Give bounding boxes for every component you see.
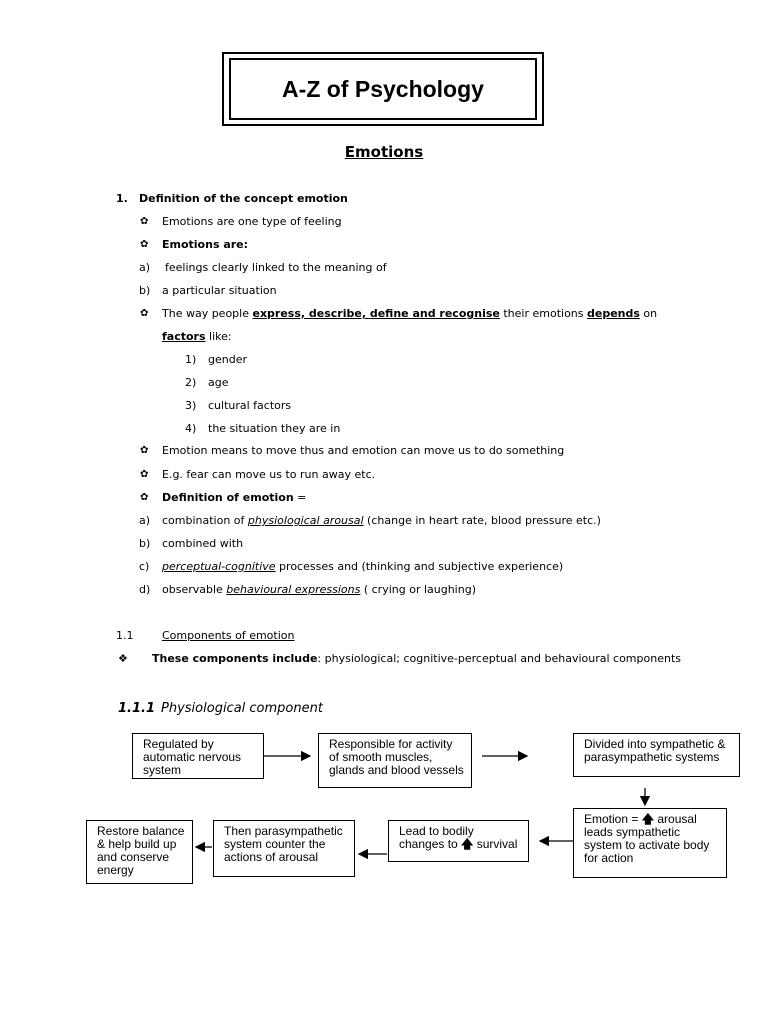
flow-box-bodily-changes: Lead to bodily changes to 🡅 survival [388,820,529,862]
bullet-icon: ✿ [140,445,149,456]
flow-box-restore-balance: Restore balance & help build up and conserve energy [86,820,193,884]
factor-number: 1) [185,353,197,366]
definition-c: perceptual-cognitive processes and (thinking and subjective experience) [162,560,564,573]
up-arrow-icon: 🡅 [641,812,655,826]
factor-number: 2) [185,376,197,389]
bullet-text: Emotions are: [162,238,249,251]
components-text: These components include: physiological; cognitive-perceptual and behavioural components [152,652,681,665]
section-1-1-1-heading: 1.1.1 Physiological component [118,701,323,716]
section-1-number: 1. [116,192,128,205]
factor-text: gender [208,353,247,366]
bullet-text-definition: Definition of emotion = [162,491,307,504]
section-1-heading: Definition of the concept emotion [139,192,348,205]
flow-box-emotion-arousal: Emotion = 🡅 arousal leads sympathetic system to activate body for action [573,808,727,878]
list-marker: c) [139,560,150,573]
list-marker: b) [139,284,151,297]
list-marker: a) [139,261,151,274]
bullet-text-way-people: The way people express, describe, define and recognise their emotions depends on [162,307,658,320]
flow-box-divided: Divided into sympathetic & parasympathetic systems [573,733,740,777]
diamond-bullet-icon: ❖ [118,652,128,665]
bullet-text: E.g. fear can move us to run away etc. [162,468,376,481]
flow-box-responsible: Responsible for activity of smooth muscles, glands and blood vessels [318,733,472,788]
bullet-icon: ✿ [140,469,149,480]
factor-text: age [208,376,229,389]
list-item-text: feelings clearly linked to the meaning of [165,261,387,274]
factor-number: 3) [185,399,197,412]
section-1-1-heading: Components of emotion [162,629,295,642]
bullet-icon: ✿ [140,308,149,319]
factors-line: factors like: [162,330,232,343]
bullet-icon: ✿ [140,216,149,227]
section-heading-emotions: Emotions [344,143,424,161]
factor-text: cultural factors [208,399,292,412]
bullet-text: Emotions are one type of feeling [162,215,342,228]
page-title: A-Z of Psychology [229,58,537,120]
bullet-icon: ✿ [140,239,149,250]
flow-box-parasympathetic: Then parasympathetic system counter the actions of arousal [213,820,355,877]
flow-box-regulated: Regulated by automatic nervous system [132,733,264,779]
bullet-icon: ✿ [140,492,149,503]
list-marker: d) [139,583,151,596]
factor-number: 4) [185,422,197,435]
bullet-text: Emotion means to move thus and emotion can move us to do something [162,444,565,457]
list-item-text: a particular situation [162,284,277,297]
factor-text: the situation they are in [208,422,341,435]
definition-a: combination of physiological arousal (change in heart rate, blood pressure etc.) [162,514,601,527]
up-arrow-icon: 🡅 [461,837,474,851]
list-marker: b) [139,537,151,550]
list-marker: a) [139,514,151,527]
definition-b: combined with [162,537,244,550]
section-1-1-number: 1.1 [116,629,134,642]
definition-d: observable behavioural expressions ( crying or laughing) [162,583,476,596]
